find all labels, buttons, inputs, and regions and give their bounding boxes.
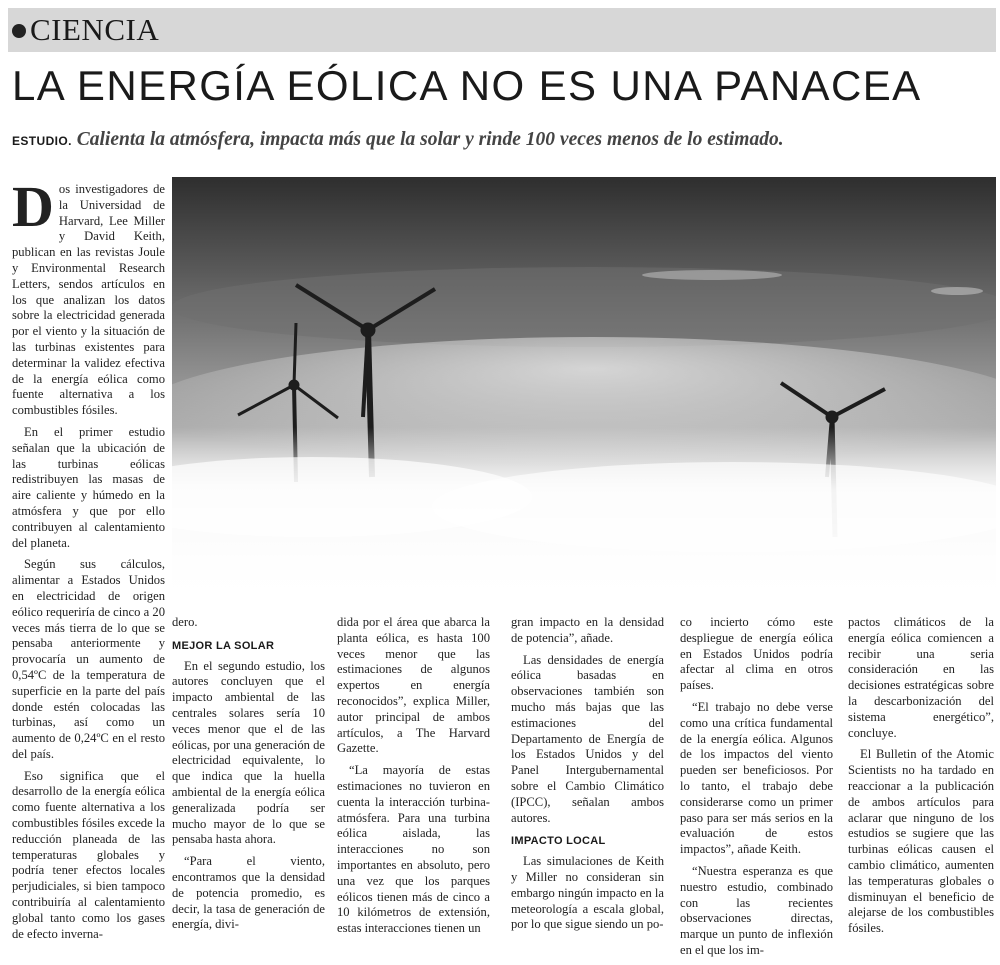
paragraph: En el primer estudio señalan que la ubicación de las turbinas eólicas redistribuyen las masas de aire caliente y húmedo en la atmósfera y que por ello contribuyen al calentamiento del planeta.: [12, 424, 165, 550]
article-column-6: [848, 615, 994, 943]
article-column-3: [337, 615, 490, 943]
paragraph: Dos investigadores de la Universidad de Harvard, Lee Miller y David Keith, publican en las revistas Joule y Environmental Research Letters, sendos artículos en los que analizan los datos sobre la electricidad generada por el viento y la situación de las turbinas existentes para determinar la validez efectiva de la energía eólica como fuente alternativa a los combustibles fósiles.: [12, 174, 165, 418]
subheading: IMPACTO LOCAL: [511, 835, 606, 848]
paragraph: pactos climáticos de la energía eólica comiencen a recibir una seria consideración en las decisiones estratégicas sobre la descarbonización del sistema energético”, concluye.: [848, 615, 994, 740]
drop-cap: D: [12, 174, 54, 239]
section-label: CIENCIA: [30, 12, 160, 47]
article-column-4: [511, 615, 664, 939]
paragraph: Las densidades de energía eólica basadas en observaciones también son mucho más bajas que las estimaciones del Departamento de Energía de los Estados Unidos y del Panel Intergubernamental sobre el Cambio Climático (IPCC), señalan ambos autores.: [511, 652, 664, 825]
paragraph: “Nuestra esperanza es que nuestro estudio, combinado con las recientes observaciones directas, marque un punto de inflexión en el que los im-: [680, 863, 833, 957]
wind-turbines-illustration: [172, 177, 996, 609]
subhead-tag: ESTUDIO.: [12, 134, 72, 148]
paragraph: Eso significa que el desarrollo de la energía eólica como fuente alternativa a los combustibles fósiles excede la reducción planeada de las temperaturas globales y podría tener efectos locales perjudiciales, si bien tampoco contribuiría al calentamiento global tanto como los gases de efecto inverna-: [12, 768, 165, 941]
paragraph: “Para el viento, encontramos que la densidad de potencia promedio, es decir, la tasa de generación de energía, divi-: [172, 854, 325, 932]
paragraph: En el segundo estudio, los autores concluyen que el impacto ambiental de las centrales solares sería 10 veces menor que el de las eólicas, por una generación de electricidad equivalente, lo que indica que la huella ambiental de la energía eólica generalizada podría ser mucho mayor de lo que se pensaba hasta ahora.: [172, 658, 325, 847]
paragraph: gran impacto en la densidad de potencia”, añade.: [511, 615, 664, 645]
paragraph: Las simulaciones de Keith y Miller no consideran sin embargo ningún impacto en la meteorología a escala global, por lo que sigue siendo un po-: [511, 854, 664, 932]
subhead: [12, 129, 992, 151]
paragraph: “La mayoría de estas estimaciones no tuvieron en cuenta la interacción turbina-atmósfera. Para una turbina eólica aislada, las interacciones no son importantes en absoluto, pero una vez que los parques eólicos tienen más de cinco a 10 kilómetros de extensión, estas interacciones tienen un: [337, 763, 490, 936]
paragraph: El Bulletin of the Atomic Scientists no ha tardado en reaccionar a la publicación de ambos artículos para aclarar que ninguno de los estudios se sugiere que las turbinas eólicas causen el cambio climático, aumenten las temperaturas globales o disminuyan el beneficio de alejarse de los combustibles fósiles.: [848, 747, 994, 936]
section-bullet-icon: [12, 24, 26, 38]
article-column-5: [680, 615, 833, 965]
article-column-2: [172, 615, 325, 939]
headline: LA ENERGÍA EÓLICA NO ES UNA PANACEA: [12, 62, 922, 109]
article-column-1: [12, 174, 165, 948]
paragraph: “El trabajo no debe verse como una crítica fundamental de la energía eólica. Algunos de los impactos del viento pueden ser beneficiosos. Por lo tanto, el trabajo debe considerarse como un primer paso para ser más serios en la evaluación de estos impactos”, añade Keith.: [680, 699, 833, 857]
paragraph: Según sus cálculos, alimentar a Estados Unidos en electricidad de origen eólico requeriría de cinco a 20 veces más tierra de lo que se pensaba anteriormente y provocaría un aumento de 0,54ºC de la temperatura de superficie en la parte del país donde estén colocadas las turbinas, así como un aumento de 0,24ºC en el resto del país.: [12, 557, 165, 761]
subheading: MEJOR LA SOLAR: [172, 639, 275, 652]
paragraph: dero.: [172, 615, 198, 629]
paragraph: dida por el área que abarca la planta eólica, es hasta 100 veces menor que las estimaciones de algunos expertos en energía reconocidos”, explica Miller, autor principal de ambos artículos, a The Harvard Gazette.: [337, 615, 490, 756]
wind-turbines-photo: [172, 177, 996, 609]
paragraph: co incierto cómo este despliegue de energía eólica en Estados Unidos podría afectar al clima en otros países.: [680, 615, 833, 693]
subhead-deck: Calienta la atmósfera, impacta más que la solar y rinde 100 veces menos de lo estimado.: [76, 129, 784, 150]
